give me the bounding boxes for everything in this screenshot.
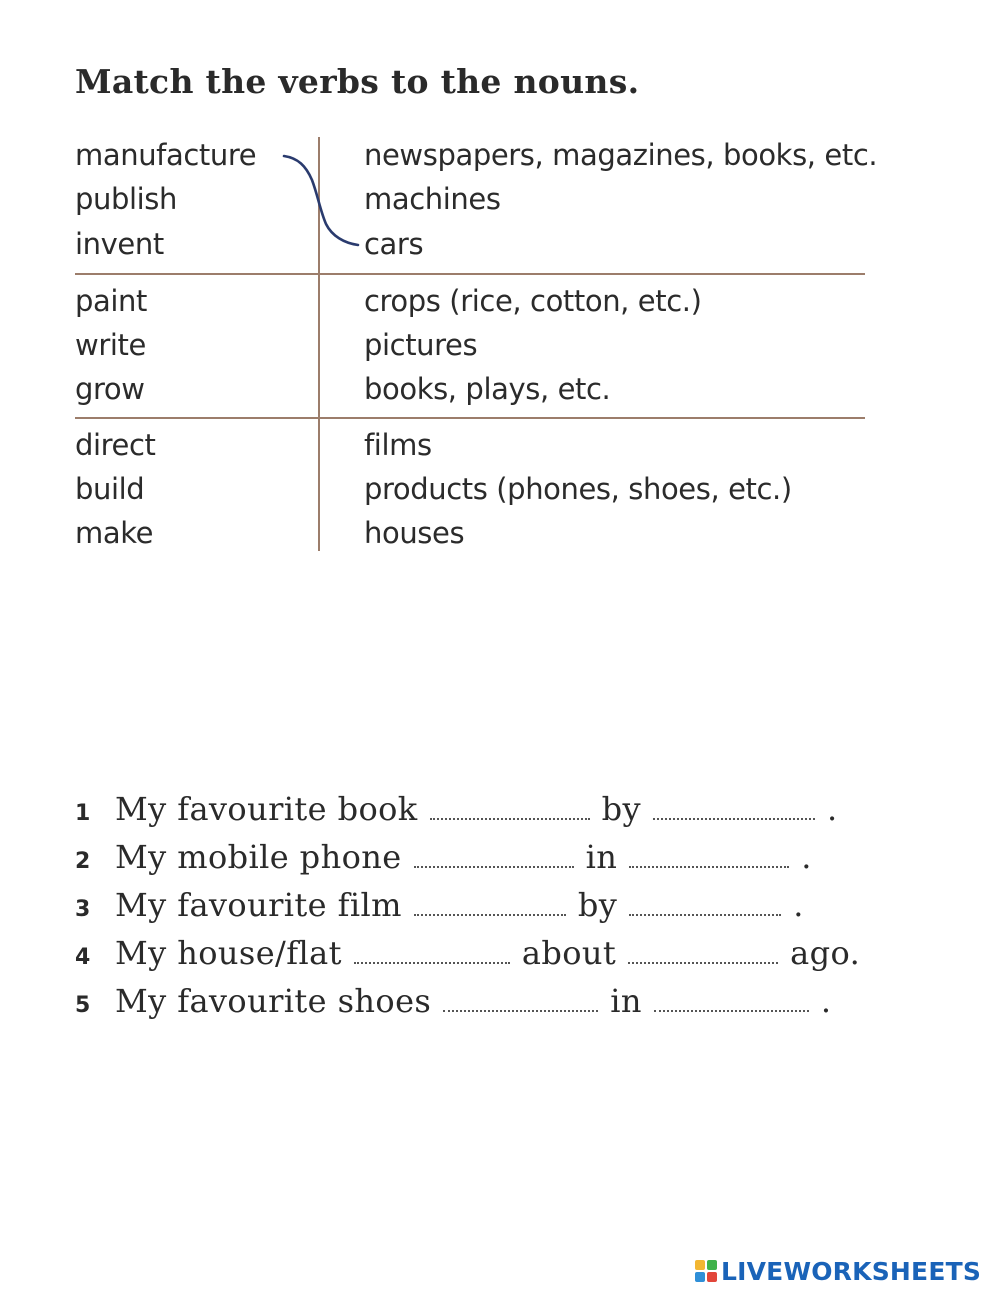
verb-item[interactable]: publish — [75, 182, 177, 216]
sentence-text: My house/flat — [115, 934, 342, 972]
noun-item[interactable]: books, plays, etc. — [364, 372, 611, 406]
sentence-text: by — [577, 886, 618, 924]
sentence-text: My favourite book — [115, 790, 418, 828]
verb-item[interactable]: direct — [75, 428, 156, 462]
verb-item[interactable]: manufacture — [75, 138, 257, 172]
answer-blank[interactable] — [629, 912, 781, 916]
sentence-text: . — [820, 982, 832, 1020]
sentence-text: . — [793, 886, 804, 924]
answer-blank[interactable] — [430, 816, 590, 820]
sentence-text: . — [801, 838, 812, 876]
answer-blank[interactable] — [414, 912, 566, 916]
sentence-row-3 — [75, 886, 804, 930]
noun-item[interactable]: houses — [364, 516, 465, 550]
logo-text: LIVEWORKSHEETS — [721, 1256, 982, 1286]
logo-square — [695, 1272, 705, 1282]
matching-table — [0, 0, 1000, 600]
sentence-text: My favourite shoes — [115, 982, 432, 1020]
sentence-text: ago. — [790, 934, 861, 972]
sentence-row-5 — [75, 982, 831, 1026]
sentence-text: by — [601, 790, 641, 828]
noun-item[interactable]: crops (rice, cotton, etc.) — [364, 284, 702, 318]
noun-item[interactable]: newspapers, magazines, books, etc. — [364, 138, 878, 172]
noun-item[interactable]: products (phones, shoes, etc.) — [364, 472, 792, 506]
verb-item[interactable]: build — [75, 472, 145, 506]
logo-square — [695, 1260, 705, 1270]
sentence-row-1 — [75, 790, 838, 834]
sentence-number: 2 — [75, 849, 91, 874]
noun-item[interactable]: films — [364, 428, 432, 462]
answer-blank[interactable] — [653, 816, 815, 820]
group-divider-1 — [75, 273, 865, 275]
noun-item[interactable]: cars — [364, 227, 424, 261]
verb-item[interactable]: grow — [75, 372, 145, 406]
answer-blank[interactable] — [414, 864, 574, 868]
noun-item[interactable]: pictures — [364, 328, 478, 362]
answer-blank[interactable] — [354, 960, 510, 964]
column-divider — [318, 137, 320, 551]
sentence-number: 4 — [75, 945, 91, 970]
sentence-text: in — [610, 982, 642, 1020]
exercise-title: Match the verbs to the nouns. — [75, 62, 640, 101]
sentence-text: My favourite film — [115, 886, 402, 924]
noun-item[interactable]: machines — [364, 182, 501, 216]
sentence-text: . — [826, 790, 838, 828]
sentence-row-4 — [75, 934, 860, 978]
verb-item[interactable]: make — [75, 516, 154, 550]
sentence-text: about — [521, 934, 617, 972]
sentence-row-2 — [75, 838, 812, 882]
logo-square — [707, 1260, 717, 1270]
verb-item[interactable]: invent — [75, 227, 164, 261]
logo-icon — [695, 1260, 717, 1282]
sentence-text: in — [585, 838, 618, 876]
sentence-number: 1 — [75, 801, 91, 826]
answer-blank[interactable] — [443, 1008, 598, 1012]
verb-item[interactable]: paint — [75, 284, 147, 318]
logo-square — [707, 1272, 717, 1282]
verb-item[interactable]: write — [75, 328, 146, 362]
group-divider-2 — [75, 417, 865, 419]
sentence-number: 3 — [75, 897, 91, 922]
sentence-text: My mobile phone — [115, 838, 402, 876]
answer-blank[interactable] — [629, 864, 789, 868]
liveworksheets-logo — [695, 1257, 981, 1285]
answer-blank[interactable] — [654, 1008, 809, 1012]
answer-blank[interactable] — [628, 960, 778, 964]
sentence-number: 5 — [75, 993, 91, 1018]
